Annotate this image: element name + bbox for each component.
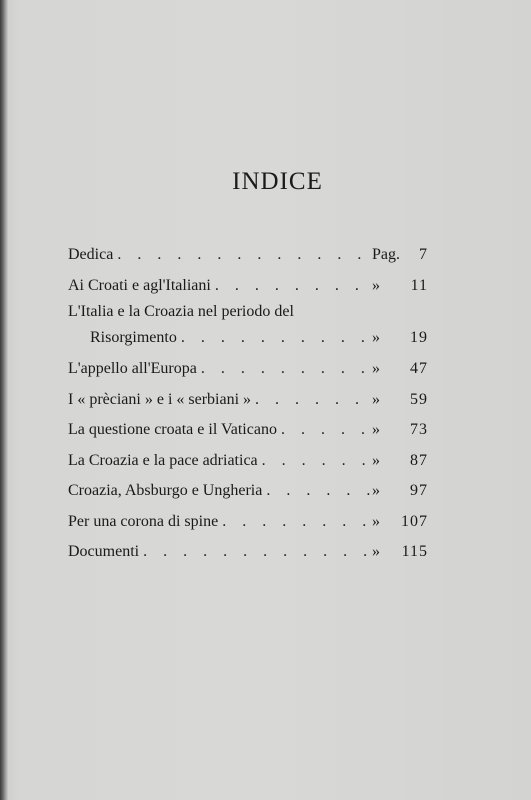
toc-entry-label: La questione croata e il Vaticano [68,421,277,438]
dot-leader [139,537,372,568]
toc-entry-appello [68,354,428,385]
toc-entry-label: Ai Croati e agl'Italiani [68,276,211,294]
toc-entry-corona [68,507,428,538]
toc-page-number: 107 [401,512,428,530]
toc-ditto-mark: » [372,329,380,346]
table-of-contents [68,240,428,568]
toc-page-number: 87 [410,451,428,469]
page-spine-edge [0,0,8,800]
toc-entry-risorgimento [68,301,428,354]
dot-leader [177,323,372,353]
toc-page-number: 73 [410,421,428,438]
toc-entry-label: Documenti [68,543,140,560]
toc-entry-label: Per una corona di spine [68,512,219,530]
toc-page-number: 115 [401,543,428,560]
toc-page-number: 47 [410,360,428,377]
toc-entry-preciani [68,385,428,416]
toc-page-number: 19 [410,329,428,346]
toc-entry-label-line2: Risorgimento [90,329,177,346]
toc-entry-pace-adriatica [68,446,428,477]
toc-ditto-mark: » [372,276,380,294]
toc-ditto-mark: » [372,512,380,530]
toc-ditto-mark: » [372,543,380,560]
toc-ditto-mark: » [372,482,380,499]
toc-entry-dedica [68,240,428,271]
toc-entry-label: I « prèciani » e i « serbiani » [68,390,252,408]
page-title: INDICE [232,168,323,195]
dot-leader [262,476,372,507]
toc-ditto-mark: » [372,390,380,408]
toc-page-number: 59 [410,390,428,408]
toc-entry-label: L'appello all'Europa [68,360,197,377]
toc-entry-label: La Croazia e la pace adriatica [68,451,258,469]
toc-entry-label: Dedica [68,246,114,263]
dot-leader [258,446,372,477]
toc-ditto-mark: » [372,451,380,469]
toc-page-number: 11 [410,276,428,294]
dot-leader [197,354,372,385]
dot-leader [218,507,372,538]
toc-page-number: 7 [419,246,428,263]
toc-entry-ai-croati [68,271,428,302]
toc-entry-vaticano [68,415,428,446]
dot-leader [113,240,372,271]
toc-entry-absburgo [68,476,428,507]
toc-ditto-mark: » [372,360,380,377]
toc-ditto-mark: » [372,421,380,438]
toc-page-prefix: Pag. [372,246,400,263]
toc-page-number: 97 [410,482,428,499]
dot-leader [277,415,372,446]
dot-leader [251,385,372,416]
toc-entry-label-line1: L'Italia e la Croazia nel periodo del [68,303,294,320]
dot-leader [211,271,372,302]
toc-entry-label: Croazia, Absburgo e Ungheria [68,482,263,499]
toc-entry-documenti [68,537,428,568]
